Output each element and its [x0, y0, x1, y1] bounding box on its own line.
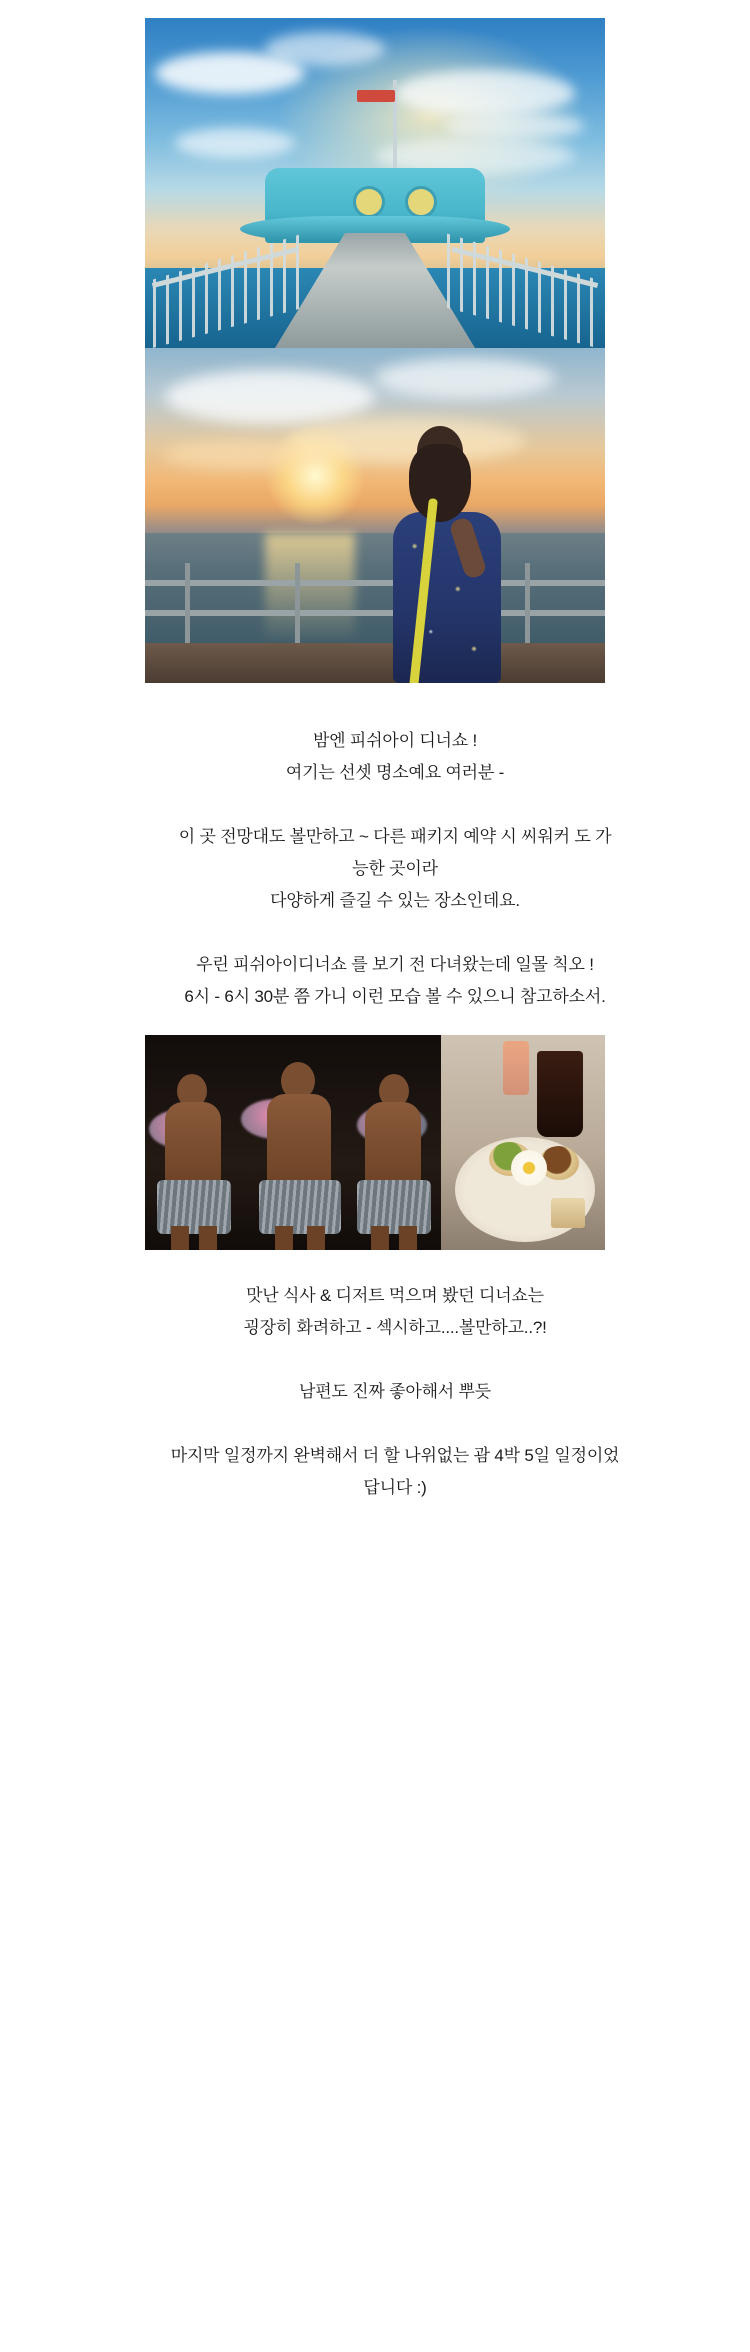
paragraph-spacer: [20, 1344, 750, 1376]
paragraph-spacer: [20, 1408, 750, 1440]
railing-bar: [145, 610, 605, 616]
text-line: 다양하게 즐길 수 있는 장소인데요.: [270, 891, 520, 910]
railing-post: [295, 563, 300, 643]
person-watching-sunset: [387, 426, 505, 683]
leg: [399, 1226, 417, 1250]
skirt: [357, 1180, 431, 1234]
text-line: 능한 곳이라: [352, 859, 438, 878]
cocktail-glass: [503, 1041, 529, 1095]
hair: [409, 444, 471, 522]
leg: [307, 1226, 325, 1250]
cloud-icon: [375, 358, 555, 398]
paragraph-spacer: [20, 789, 750, 821]
cola-glass: [537, 1051, 583, 1137]
leg: [199, 1226, 217, 1250]
cloud-icon: [445, 113, 585, 139]
torso: [165, 1102, 221, 1188]
cloud-icon: [165, 370, 375, 424]
text-line: 남편도 진짜 좋아해서 뿌듯: [298, 1382, 491, 1401]
post-text-top: [0, 683, 750, 1013]
text-line: 6시 - 6시 30분 쯤 가니 이런 모습 볼 수 있으니 참고하소서.: [184, 987, 606, 1006]
floral-dress: [393, 512, 501, 683]
railing-post: [525, 563, 530, 643]
plumeria-flower-icon: [511, 1150, 547, 1186]
railing-bar: [145, 580, 605, 586]
text-line: 굉장히 화려하고 - 섹시하고....볼만하고..?!: [243, 1318, 547, 1337]
text-line: 마지막 일정까지 완벽해서 더 할 나위없는 괌 4박 5일 일정이었: [170, 1446, 620, 1465]
post-text-bottom: [0, 1250, 750, 1544]
text-line: 답니다 :): [363, 1478, 427, 1497]
sun-reflection: [265, 533, 355, 643]
skirt: [259, 1180, 341, 1234]
porthole-window: [405, 186, 437, 218]
flag-icon: [357, 90, 395, 102]
railing-post: [185, 563, 190, 643]
dessert-plate: [455, 1137, 595, 1242]
paragraph-spacer: [20, 917, 750, 949]
torso: [267, 1094, 331, 1188]
photo-sunset-at-pier: [145, 348, 605, 683]
section-spacer: [0, 1013, 750, 1035]
porthole-window: [353, 186, 385, 218]
text-line: 이 곳 전망대도 볼만하고 ~ 다른 패키지 예약 시 씨워커 도 가: [178, 827, 612, 846]
leg: [275, 1226, 293, 1250]
photo-dinner-desserts: [441, 1035, 605, 1250]
ocean-water: [145, 533, 605, 648]
photo-fish-eye-pier-observatory: [145, 18, 605, 348]
cloud-icon: [265, 32, 385, 66]
cloud-icon: [163, 440, 323, 470]
text-line: 밤엔 피쉬아이 디너쇼 !: [312, 731, 478, 750]
text-line: 맛난 식사 & 디저트 먹으며 봤던 디너쇼는: [246, 1286, 544, 1305]
cake-slice: [551, 1198, 585, 1228]
torso: [365, 1102, 421, 1188]
text-line: 우린 피쉬아이디너쇼 를 보기 전 다녀왔는데 일몰 칙오 !: [196, 955, 594, 974]
pier-deck: [145, 643, 605, 683]
photo-row-dinner-show: [145, 1035, 605, 1250]
cloud-icon: [175, 128, 295, 158]
leg: [371, 1226, 389, 1250]
photo-dinner-show-dancers: [145, 1035, 441, 1250]
leg: [171, 1226, 189, 1250]
text-line: 여기는 선셋 명소예요 여러분 -: [285, 763, 505, 782]
skirt: [157, 1180, 231, 1234]
cloud-icon: [395, 70, 575, 116]
